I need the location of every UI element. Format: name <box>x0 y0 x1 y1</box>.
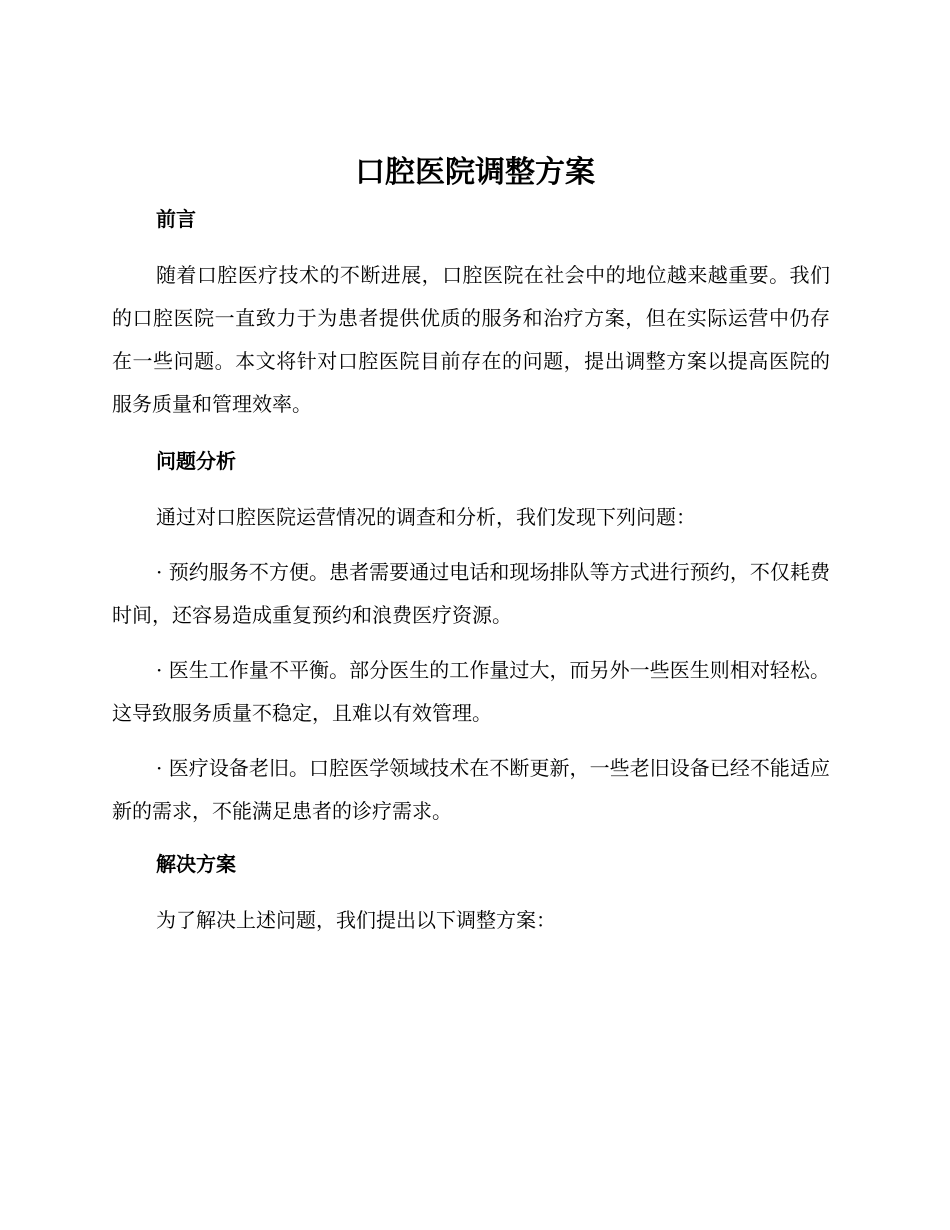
section-heading: 问题分析 <box>156 449 236 473</box>
section-heading: 前言 <box>156 207 196 231</box>
document-body <box>112 200 830 942</box>
bullet-item: · 预约服务不方便。患者需要通过电话和现场排队等方式进行预约，不仅耗费时间，还容易造成重复预约和浪费医疗资源。 <box>112 560 830 627</box>
paragraph: 随着口腔医疗技术的不断进展，口腔医院在社会中的地位越来越重要。我们的口腔医院一直致力于为患者提供优质的服务和治疗方案，但在实际运营中仍存在一些问题。本文将针对口腔医院目前存在的问题，提出调整方案以提高医院的服务质量和管理效率。 <box>112 263 830 416</box>
document-title: 口腔医院调整方案 <box>355 155 595 190</box>
bullet-item: · 医疗设备老旧。口腔医学领域技术在不断更新，一些老旧设备已经不能适应新的需求，不能满足患者的诊疗需求。 <box>112 756 830 823</box>
section-heading: 解决方案 <box>156 852 236 876</box>
section-problem-analysis <box>112 442 830 833</box>
section-preface <box>112 200 830 426</box>
bullet-item: · 医生工作量不平衡。部分医生的工作量过大，而另外一些医生则相对轻松。这导致服务质量不稳定，且难以有效管理。 <box>112 658 830 725</box>
paragraph: 通过对口腔医院运营情况的调查和分析，我们发现下列问题： <box>156 505 696 529</box>
paragraph: 为了解决上述问题，我们提出以下调整方案： <box>156 908 556 932</box>
section-solution <box>112 845 830 942</box>
